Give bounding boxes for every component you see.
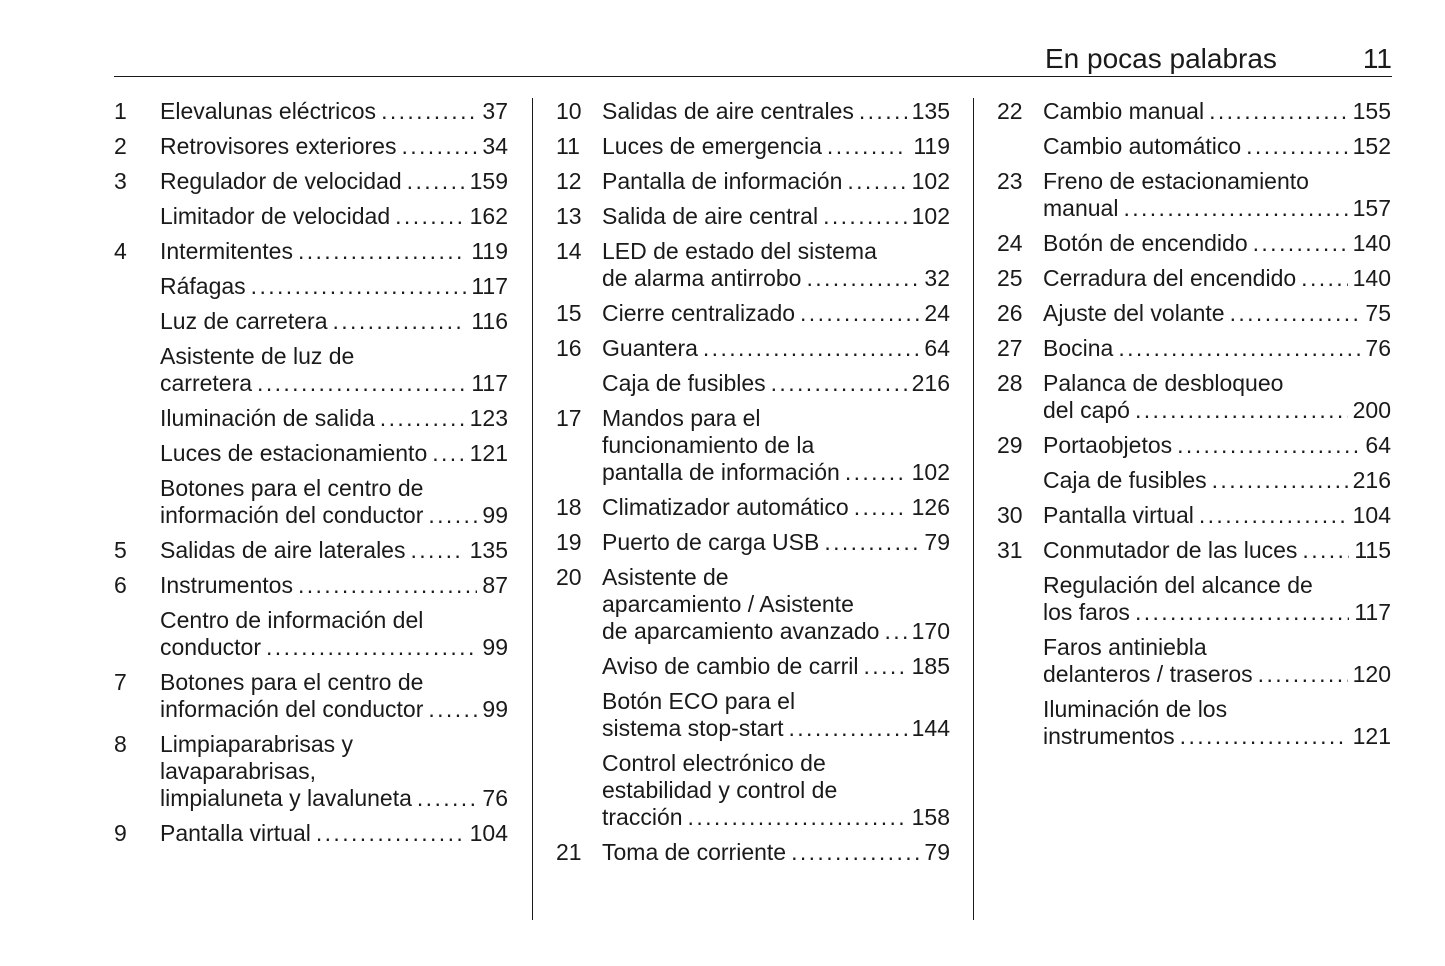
item-number: 15: [556, 300, 582, 326]
entry-text: [1043, 467, 1391, 494]
page-reference: 87: [482, 572, 508, 598]
index-entry: [997, 432, 1391, 459]
index-entry: [556, 203, 950, 230]
section-title: En pocas palabras: [1044, 43, 1277, 74]
page-reference: 144: [911, 715, 950, 741]
index-entry: [997, 634, 1391, 688]
dot-leader: [845, 459, 907, 486]
page-reference: 157: [1352, 195, 1391, 221]
index-entry: [997, 537, 1391, 564]
page-reference: 216: [1352, 467, 1391, 493]
index-entry: [556, 564, 950, 645]
page-reference: 117: [1354, 599, 1391, 625]
entry-label-line: los faros: [1043, 599, 1130, 625]
entry-text: [602, 133, 950, 160]
index-entry: [556, 370, 950, 397]
entry-text: [160, 238, 508, 265]
index-entry: [556, 168, 950, 195]
page-reference: 117: [471, 273, 508, 299]
index-entry: [114, 238, 508, 265]
entry-text: [160, 343, 508, 397]
index-entry: [114, 440, 508, 467]
page-reference: 24: [924, 300, 950, 326]
item-number: 3: [114, 168, 127, 194]
entry-text: [1043, 572, 1391, 626]
entry-label-line: Limpiaparabrisas y: [160, 731, 354, 757]
index-entry: [997, 133, 1391, 160]
index-entry: [114, 133, 508, 160]
entry-label-line: estabilidad y control de: [602, 777, 838, 803]
entry-label-line: de aparcamiento avanzado: [602, 618, 880, 644]
entry-label-line: LED de estado del sistema: [602, 238, 877, 264]
entry-label-line: instrumentos: [1043, 723, 1175, 749]
entry-label-line: Portaobjetos: [1043, 432, 1173, 458]
entry-text: [602, 494, 950, 521]
index-entry: [997, 572, 1391, 626]
entry-label-line: Botón de encendido: [1043, 230, 1248, 256]
index-entry: [556, 405, 950, 486]
entry-label-line: manual: [1043, 195, 1119, 221]
page-reference: 185: [911, 653, 950, 679]
entry-label-line: carretera: [160, 370, 253, 396]
dot-leader: [1301, 265, 1347, 292]
entry-label-line: información del conductor: [160, 696, 424, 722]
entry-text: [160, 731, 508, 812]
dot-leader: [854, 494, 907, 521]
dot-leader: [1177, 432, 1360, 459]
dot-leader: [827, 133, 908, 160]
item-number: 7: [114, 669, 127, 695]
entry-text: [160, 98, 508, 125]
dot-leader: [266, 634, 477, 661]
entry-label-line: Pantalla virtual: [160, 820, 311, 846]
entry-label-line: Palanca de desbloqueo: [1043, 370, 1284, 396]
page-reference: 37: [482, 98, 508, 124]
index-entry: [114, 475, 508, 529]
item-number: 12: [556, 168, 582, 194]
entry-label-line: Regulador de velocidad: [160, 168, 402, 194]
page-reference: 76: [482, 785, 508, 811]
dot-leader: [257, 370, 466, 397]
item-number: 16: [556, 335, 582, 361]
index-entry: [997, 502, 1391, 529]
entry-label-line: Intermitentes: [160, 238, 293, 264]
item-number: 6: [114, 572, 127, 598]
entry-label-line: lavaparabrisas,: [160, 758, 316, 784]
entry-text: [160, 133, 508, 160]
entry-text: [602, 98, 950, 125]
index-entry: [556, 98, 950, 125]
item-number: 13: [556, 203, 582, 229]
entry-text: [160, 273, 508, 300]
dot-leader: [771, 370, 907, 397]
entry-label-line: Toma de corriente: [602, 839, 787, 865]
entry-label-line: Iluminación de los: [1043, 696, 1228, 722]
page-reference: 34: [482, 133, 508, 159]
page-reference: 119: [913, 133, 950, 159]
entry-label-line: Regulación del alcance de: [1043, 572, 1313, 598]
entry-text: [1043, 634, 1391, 688]
dot-leader: [1123, 195, 1347, 222]
entry-label-line: Pantalla de información: [602, 168, 843, 194]
entry-text: [602, 529, 950, 556]
entry-text: [602, 839, 950, 866]
entry-text: [1043, 502, 1391, 529]
dot-leader: [800, 300, 919, 327]
entry-text: [160, 168, 508, 195]
page-reference: 75: [1365, 300, 1391, 326]
entry-label-line: Bocina: [1043, 335, 1114, 361]
page-reference: 135: [911, 98, 950, 124]
page-reference: 140: [1352, 265, 1391, 291]
dot-leader: [824, 529, 919, 556]
page-reference: 120: [1352, 661, 1391, 687]
index-column-2: [556, 98, 950, 874]
dot-leader: [380, 405, 465, 432]
page-reference: 135: [469, 537, 508, 563]
dot-leader: [395, 203, 464, 230]
item-number: 26: [997, 300, 1023, 326]
page-header: [114, 42, 1392, 77]
entry-label-line: pantalla de información: [602, 459, 840, 485]
index-entry: [114, 405, 508, 432]
dot-leader: [1209, 98, 1348, 125]
item-number: 21: [556, 839, 582, 865]
dot-leader: [791, 839, 919, 866]
item-number: 30: [997, 502, 1023, 528]
index-entry: [997, 230, 1391, 257]
dot-leader: [1135, 397, 1348, 424]
index-entry: [114, 273, 508, 300]
entry-label-line: Botón ECO para el: [602, 688, 796, 714]
dot-leader: [703, 335, 920, 362]
index-entry: [114, 731, 508, 812]
item-number: 10: [556, 98, 582, 124]
entry-label-line: Asistente de: [602, 564, 729, 590]
dot-leader: [407, 168, 465, 195]
page-reference: 104: [1352, 502, 1391, 528]
index-entry: [114, 98, 508, 125]
page-reference: 64: [1365, 432, 1391, 458]
entry-text: [602, 750, 950, 831]
entry-text: [602, 238, 950, 292]
dot-leader: [823, 203, 907, 230]
entry-label-line: delanteros / traseros: [1043, 661, 1253, 687]
index-entry: [114, 820, 508, 847]
dot-leader: [417, 785, 478, 812]
entry-text: [1043, 265, 1391, 292]
entry-text: [1043, 370, 1391, 424]
page-reference: 117: [471, 370, 508, 396]
entry-label-line: Cierre centralizado: [602, 300, 796, 326]
entry-text: [1043, 537, 1391, 564]
entry-label-line: Botones para el centro de: [160, 669, 424, 695]
item-number: 19: [556, 529, 582, 555]
entry-label-line: Asistente de luz de: [160, 343, 355, 369]
entry-label-line: sistema stop-start: [602, 715, 784, 741]
item-number: 8: [114, 731, 127, 757]
page-reference: 102: [911, 459, 950, 485]
index-entry: [556, 335, 950, 362]
entry-label-line: Elevalunas eléctricos: [160, 98, 377, 124]
page-reference: 119: [471, 238, 508, 264]
dot-leader: [432, 440, 464, 467]
entry-label-line: Retrovisores exteriores: [160, 133, 397, 159]
entry-label-line: Luz de carretera: [160, 308, 328, 334]
page-reference: 99: [482, 634, 508, 660]
entry-label-line: Luces de estacionamiento: [160, 440, 428, 466]
entry-text: [160, 203, 508, 230]
page-reference: 162: [469, 203, 508, 229]
index-entry: [114, 537, 508, 564]
page-reference: 123: [469, 405, 508, 431]
page-reference: 159: [469, 168, 508, 194]
item-number: 5: [114, 537, 127, 563]
entry-label-line: Aviso de cambio de carril: [602, 653, 859, 679]
entry-label-line: información del conductor: [160, 502, 424, 528]
entry-label-line: Mandos para el: [602, 405, 761, 431]
page-reference: 76: [1365, 335, 1391, 361]
index-entry: [114, 308, 508, 335]
index-entry: [997, 168, 1391, 222]
page-reference: 121: [469, 440, 508, 466]
index-entry: [997, 467, 1391, 494]
item-number: 28: [997, 370, 1023, 396]
index-entry: [997, 370, 1391, 424]
dot-leader: [884, 618, 906, 645]
page-reference: 99: [482, 696, 508, 722]
entry-text: [602, 335, 950, 362]
entry-label-line: Botones para el centro de: [160, 475, 424, 501]
page-reference: 79: [924, 839, 950, 865]
dot-leader: [332, 308, 466, 335]
dot-leader: [1253, 230, 1348, 257]
item-number: 24: [997, 230, 1023, 256]
entry-label-line: de alarma antirrobo: [602, 265, 802, 291]
item-number: 17: [556, 405, 582, 431]
entry-label-line: Limitador de velocidad: [160, 203, 391, 229]
entry-text: [1043, 432, 1391, 459]
entry-label-line: del capó: [1043, 397, 1130, 423]
entry-text: [160, 820, 508, 847]
entry-label-line: limpialuneta y lavaluneta: [160, 785, 412, 811]
dot-leader: [864, 653, 907, 680]
index-entry: [556, 750, 950, 831]
index-entry: [997, 335, 1391, 362]
item-number: 11: [556, 133, 580, 159]
dot-leader: [1302, 537, 1349, 564]
item-number: 31: [997, 537, 1023, 563]
dot-leader: [789, 715, 907, 742]
entry-text: [602, 300, 950, 327]
entry-label-line: Caja de fusibles: [1043, 467, 1207, 493]
entry-label-line: Salidas de aire laterales: [160, 537, 406, 563]
page-reference: 104: [469, 820, 508, 846]
entry-label-line: Pantalla virtual: [1043, 502, 1194, 528]
dot-leader: [1230, 300, 1361, 327]
page-reference: 170: [911, 618, 950, 644]
entry-text: [160, 475, 508, 529]
dot-leader: [1180, 723, 1348, 750]
index-entry: [114, 572, 508, 599]
entry-label-line: tracción: [602, 804, 683, 830]
entry-text: [1043, 696, 1391, 750]
dot-leader: [298, 238, 466, 265]
dot-leader: [1212, 467, 1348, 494]
index-entry: [556, 300, 950, 327]
page-reference: 32: [924, 265, 950, 291]
item-number: 29: [997, 432, 1023, 458]
index-entry: [114, 607, 508, 661]
entry-label-line: Ráfagas: [160, 273, 246, 299]
entry-label-line: Cambio automático: [1043, 133, 1242, 159]
page-reference: 79: [924, 529, 950, 555]
index-column-3: [997, 98, 1391, 758]
column-divider: [532, 98, 533, 920]
dot-leader: [859, 98, 907, 125]
dot-leader: [428, 502, 477, 529]
page-reference: 102: [911, 168, 950, 194]
index-entry: [556, 839, 950, 866]
index-entry: [114, 343, 508, 397]
page-reference: 64: [924, 335, 950, 361]
entry-text: [160, 405, 508, 432]
entry-text: [1043, 168, 1391, 222]
entry-text: [1043, 300, 1391, 327]
entry-label-line: Conmutador de las luces: [1043, 537, 1298, 563]
entry-text: [602, 688, 950, 742]
dot-leader: [1199, 502, 1348, 529]
entry-text: [602, 370, 950, 397]
item-number: 14: [556, 238, 582, 264]
index-entry: [556, 494, 950, 521]
entry-text: [160, 308, 508, 335]
dot-leader: [806, 265, 919, 292]
entry-text: [1043, 133, 1391, 160]
entry-text: [160, 607, 508, 661]
page-reference: 102: [911, 203, 950, 229]
item-number: 27: [997, 335, 1023, 361]
page-number: 11: [1362, 43, 1392, 74]
index-entry: [997, 98, 1391, 125]
item-number: 20: [556, 564, 582, 590]
page-reference: 99: [482, 502, 508, 528]
dot-leader: [381, 98, 477, 125]
entry-text: [1043, 98, 1391, 125]
page-reference: 126: [911, 494, 950, 520]
dot-leader: [401, 133, 477, 160]
item-number: 9: [114, 820, 127, 846]
dot-leader: [316, 820, 465, 847]
item-number: 22: [997, 98, 1023, 124]
dot-leader: [1246, 133, 1347, 160]
entry-label-line: Centro de información del: [160, 607, 424, 633]
index-entry: [997, 696, 1391, 750]
page-reference: 158: [911, 804, 950, 830]
dot-leader: [688, 804, 907, 831]
entry-label-line: Salida de aire central: [602, 203, 819, 229]
dot-leader: [428, 696, 477, 723]
entry-label-line: Puerto de carga USB: [602, 529, 820, 555]
entry-label-line: Iluminación de salida: [160, 405, 375, 431]
index-entry: [556, 688, 950, 742]
dot-leader: [298, 572, 477, 599]
index-entry: [556, 529, 950, 556]
entry-label-line: Cambio manual: [1043, 98, 1205, 124]
dot-leader: [1135, 599, 1349, 626]
page-reference: 216: [911, 370, 950, 396]
entry-label-line: Cerradura del encendido: [1043, 265, 1297, 291]
entry-text: [160, 669, 508, 723]
item-number: 2: [114, 133, 127, 159]
entry-text: [602, 564, 950, 645]
column-divider: [973, 98, 974, 920]
item-number: 4: [114, 238, 127, 264]
item-number: 23: [997, 168, 1023, 194]
page-reference: 115: [1354, 537, 1391, 563]
entry-text: [1043, 230, 1391, 257]
entry-text: [602, 168, 950, 195]
entry-label-line: Guantera: [602, 335, 698, 361]
index-entry: [556, 133, 950, 160]
page-reference: 121: [1352, 723, 1391, 749]
index-entry: [556, 653, 950, 680]
page-reference: 152: [1352, 133, 1391, 159]
entry-label-line: conductor: [160, 634, 262, 660]
entry-label-line: Salidas de aire centrales: [602, 98, 854, 124]
page-reference: 155: [1352, 98, 1391, 124]
entry-text: [602, 203, 950, 230]
entry-label-line: Freno de estacionamiento: [1043, 168, 1309, 194]
index-entry: [114, 669, 508, 723]
index-column-1: [114, 98, 508, 855]
entry-label-line: Control electrónico de: [602, 750, 826, 776]
dot-leader: [1118, 335, 1360, 362]
entry-text: [602, 405, 950, 486]
entry-label-line: aparcamiento / Asistente: [602, 591, 854, 617]
index-entry: [997, 265, 1391, 292]
dot-leader: [847, 168, 906, 195]
entry-text: [602, 653, 950, 680]
entry-text: [160, 440, 508, 467]
entry-label-line: Faros antiniebla: [1043, 634, 1207, 660]
entry-label-line: Caja de fusibles: [602, 370, 766, 396]
page-reference: 116: [471, 308, 508, 334]
index-entry: [997, 300, 1391, 327]
page-reference: 200: [1352, 397, 1391, 423]
dot-leader: [251, 273, 467, 300]
index-entry: [114, 203, 508, 230]
index-entry: [556, 238, 950, 292]
item-number: 1: [114, 98, 127, 124]
item-number: 25: [997, 265, 1023, 291]
entry-text: [160, 537, 508, 564]
entry-label-line: funcionamiento de la: [602, 432, 815, 458]
entry-label-line: Climatizador automático: [602, 494, 849, 520]
entry-text: [1043, 335, 1391, 362]
index-entry: [114, 168, 508, 195]
item-number: 18: [556, 494, 582, 520]
dot-leader: [1258, 661, 1348, 688]
entry-label-line: Ajuste del volante: [1043, 300, 1225, 326]
entry-label-line: Instrumentos: [160, 572, 293, 598]
entry-text: [160, 572, 508, 599]
dot-leader: [410, 537, 464, 564]
page-reference: 140: [1352, 230, 1391, 256]
entry-label-line: Luces de emergencia: [602, 133, 822, 159]
